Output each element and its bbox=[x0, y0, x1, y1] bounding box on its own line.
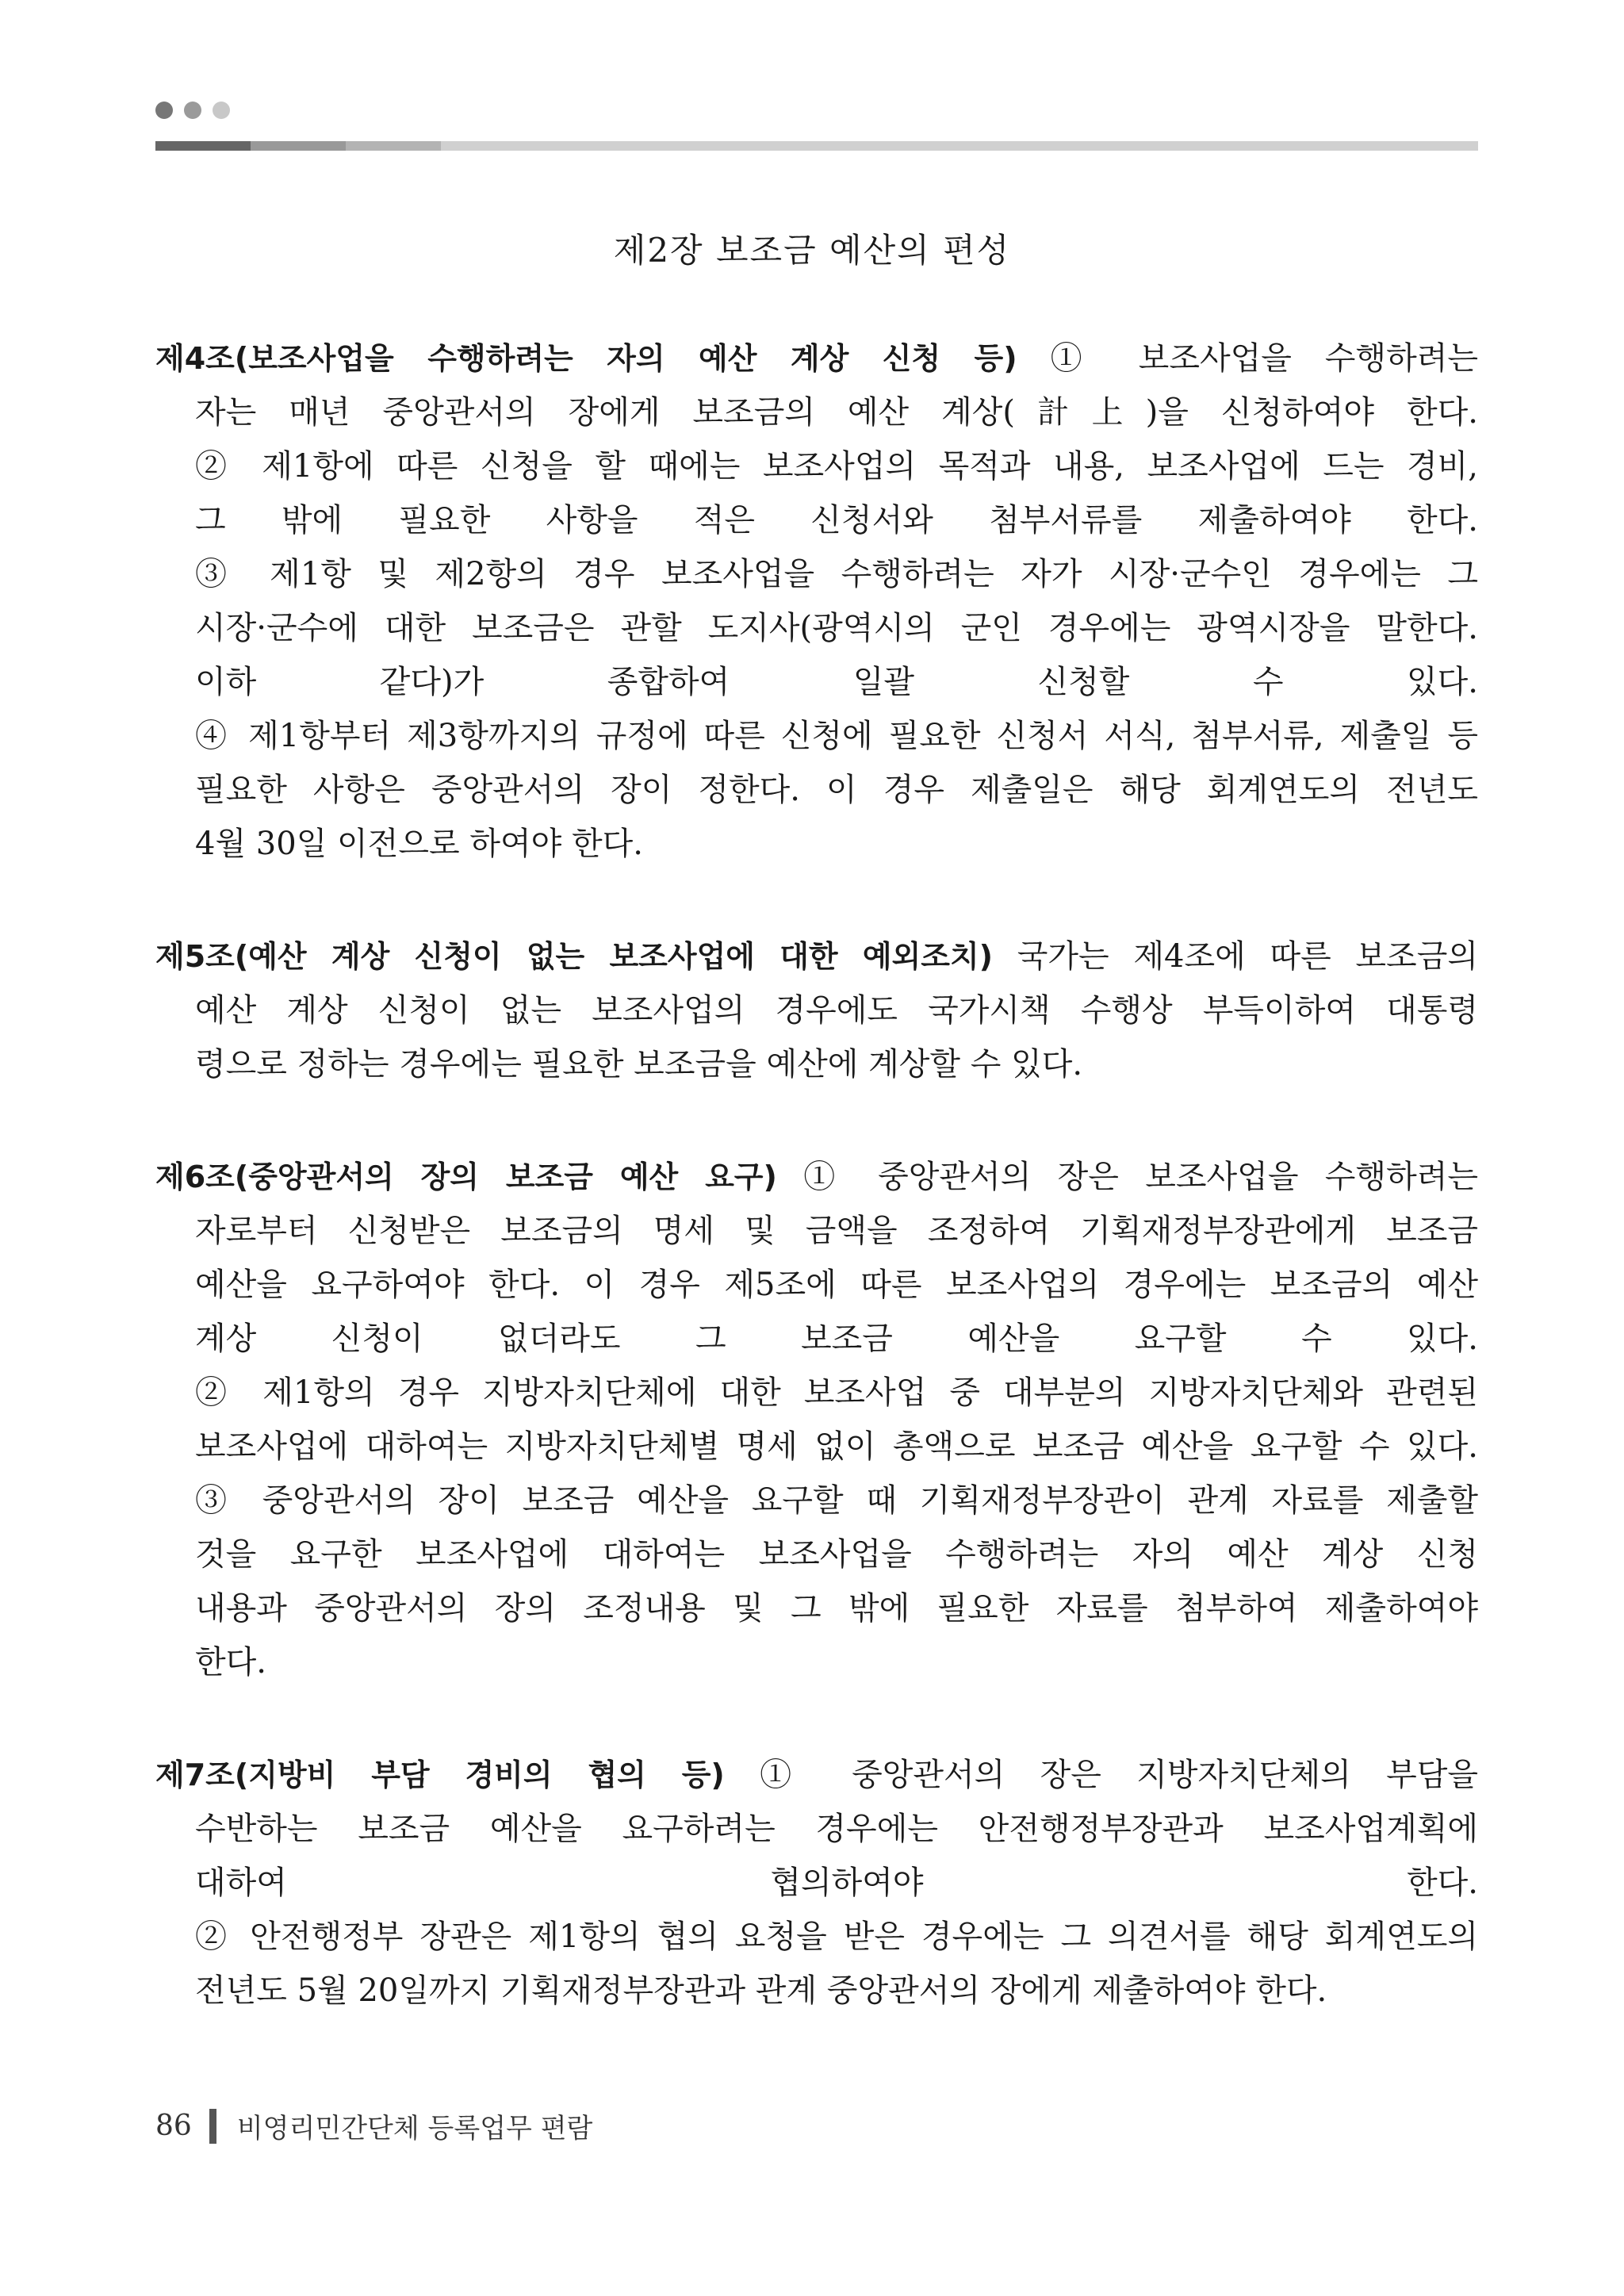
article bbox=[155, 930, 1478, 1091]
article-line: 보조사업에 대하여는 지방자치단체별 명세 없이 총액으로 보조금 예산을 요구할 수 있다. bbox=[195, 1428, 1478, 1465]
article-line: 필요한 사항은 중앙관서의 장이 정한다. 이 경우 제출일은 해당 회계연도의 전년도 bbox=[195, 772, 1478, 808]
article-first-line bbox=[155, 1150, 1478, 1204]
article bbox=[155, 1150, 1478, 1689]
article-line: 내용과 중앙관서의 장의 조정내용 및 그 밖에 필요한 자료를 첨부하여 제출하여야 bbox=[195, 1590, 1478, 1627]
chapter-title: 제2장 보조금 예산의 편성 bbox=[613, 231, 1011, 270]
header-rule-segment bbox=[346, 141, 441, 151]
article-line: 이하 같다)가 종합하여 일괄 신청할 수 있다. bbox=[195, 664, 1478, 700]
article-title: 제4조(보조사업을 수행하려는 자의 예산 계상 신청 등) bbox=[155, 341, 1017, 376]
header-rule-segment bbox=[251, 141, 346, 151]
header-rule-segment bbox=[441, 141, 1478, 151]
article-line: 것을 요구한 보조사업에 대하여는 보조사업을 수행하려는 자의 예산 계상 신청 bbox=[195, 1536, 1478, 1573]
header-dot bbox=[213, 102, 230, 119]
article-line: 전년도 5월 20일까지 기획재정부장관과 관계 중앙관서의 장에게 제출하여야 한다. bbox=[195, 1972, 1327, 2009]
header-dots bbox=[155, 102, 230, 119]
article bbox=[155, 1748, 1478, 2018]
article-first-line bbox=[155, 930, 1478, 983]
article-line: 대하여 협의하여야 한다. bbox=[195, 1865, 1478, 1901]
article-line: 한다. bbox=[195, 1644, 266, 1681]
article-line: ② 제1항의 경우 지방자치단체에 대한 보조사업 중 대부분의 지방자치단체와 관련된 bbox=[195, 1374, 1478, 1411]
article-line: ② 제1항에 따른 신청을 할 때에는 보조사업의 목적과 내용, 보조사업에 드는 경비, bbox=[195, 448, 1478, 485]
article-line: 시장·군수에 대한 보조금은 관할 도지사(광역시의 군인 경우에는 광역시장을 말한다. bbox=[195, 610, 1478, 646]
article-text: ① 중앙관서의 장은 보조사업을 수행하려는 bbox=[803, 1159, 1478, 1195]
header-dot bbox=[184, 102, 201, 119]
article-line: 자로부터 신청받은 보조금의 명세 및 금액을 조정하여 기획재정부장관에게 보조금 bbox=[195, 1213, 1478, 1249]
page-footer bbox=[155, 2106, 592, 2145]
document-body bbox=[155, 332, 1478, 2076]
article-line: ② 안전행정부 장관은 제1항의 협의 요청을 받은 경우에는 그 의견서를 해당 회계연도의 bbox=[195, 1918, 1478, 1955]
article bbox=[155, 332, 1478, 871]
article-title: 제7조(지방비 부담 경비의 협의 등) bbox=[155, 1757, 725, 1792]
article-line: ③ 제1항 및 제2항의 경우 보조사업을 수행하려는 자가 시장·군수인 경우에는 그 bbox=[195, 556, 1478, 592]
header-rule-segment bbox=[155, 141, 251, 151]
article-title: 제5조(예산 계상 신청이 없는 보조사업에 대한 예외조치) bbox=[155, 939, 994, 974]
article-text: ① 중앙관서의 장은 지방자치단체의 부담을 bbox=[760, 1757, 1478, 1793]
page-number: 86 bbox=[155, 2110, 192, 2142]
article-line: 수반하는 보조금 예산을 요구하려는 경우에는 안전행정부장관과 보조사업계획에 bbox=[195, 1811, 1478, 1847]
footer-divider bbox=[209, 2109, 216, 2144]
article-first-line bbox=[155, 1748, 1478, 1802]
article-line: 그 밖에 필요한 사항을 적은 신청서와 첨부서류를 제출하여야 한다. bbox=[195, 502, 1478, 539]
article-line: 예산을 요구하여야 한다. 이 경우 제5조에 따른 보조사업의 경우에는 보조금의 예산 bbox=[195, 1267, 1478, 1303]
article-text: 국가는 제4조에 따른 보조금의 bbox=[1017, 938, 1478, 975]
article-line: ④ 제1항부터 제3항까지의 규정에 따른 신청에 필요한 신청서 서식, 첨부서류, 제출일 등 bbox=[195, 718, 1478, 754]
article-text: ① 보조사업을 수행하려는 bbox=[1050, 340, 1478, 377]
article-line: ③ 중앙관서의 장이 보조금 예산을 요구할 때 기획재정부장관이 관계 자료를 제출할 bbox=[195, 1482, 1478, 1519]
book-title: 비영리민간단체 등록업무 편람 bbox=[236, 2113, 593, 2145]
header-dot bbox=[155, 102, 173, 119]
article-line: 예산 계상 신청이 없는 보조사업의 경우에도 국가시책 수행상 부득이하여 대통령 bbox=[195, 992, 1478, 1029]
article-line: 계상 신청이 없더라도 그 보조금 예산을 요구할 수 있다. bbox=[195, 1320, 1478, 1357]
article-title: 제6조(중앙관서의 장의 보조금 예산 요구) bbox=[155, 1159, 777, 1194]
header-rule bbox=[155, 141, 1478, 151]
article-line: 자는 매년 중앙관서의 장에게 보조금의 예산 계상(計上)을 신청하여야 한다. bbox=[195, 394, 1478, 431]
article-first-line bbox=[155, 332, 1478, 385]
article-line: 4월 30일 이전으로 하여야 한다. bbox=[195, 826, 643, 862]
article-line: 령으로 정하는 경우에는 필요한 보조금을 예산에 계상할 수 있다. bbox=[195, 1046, 1083, 1083]
